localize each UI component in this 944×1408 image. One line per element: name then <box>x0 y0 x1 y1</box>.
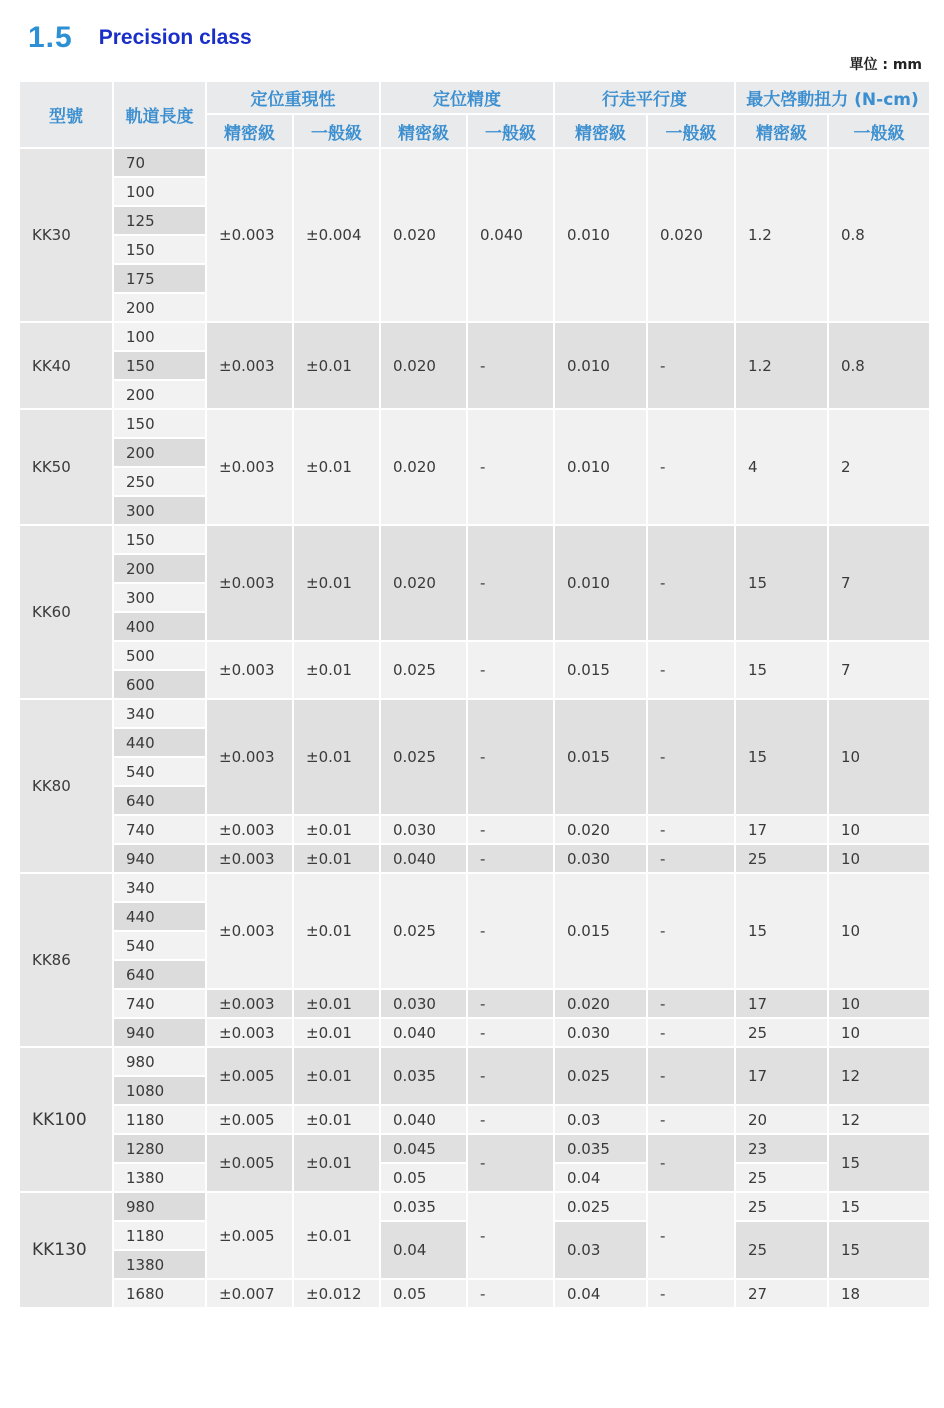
length-cell: 150 <box>114 236 207 265</box>
value-cell: 0.04 <box>555 1164 648 1193</box>
length-cell: 400 <box>114 613 207 642</box>
table-row <box>20 410 931 439</box>
value-cell: 15 <box>736 642 829 700</box>
subheader-normal: 一般級 <box>468 115 555 149</box>
table-row <box>20 874 931 903</box>
length-cell: 980 <box>114 1193 207 1222</box>
table-row <box>20 149 931 178</box>
value-cell: 4 <box>736 410 829 526</box>
value-cell: 0.045 <box>381 1135 468 1164</box>
value-cell: ±0.003 <box>207 642 294 700</box>
value-cell: 0.04 <box>381 1222 468 1280</box>
length-cell: 440 <box>114 903 207 932</box>
value-cell: 0.020 <box>381 410 468 526</box>
value-cell: - <box>468 1135 555 1193</box>
value-cell: ±0.003 <box>207 410 294 526</box>
value-cell: ±0.01 <box>294 1135 381 1193</box>
value-cell: 0.030 <box>555 845 648 874</box>
value-cell: ±0.01 <box>294 816 381 845</box>
model-cell: KK40 <box>20 323 114 410</box>
model-cell: KK100 <box>20 1048 114 1193</box>
length-cell: 980 <box>114 1048 207 1077</box>
value-cell: - <box>648 1019 736 1048</box>
value-cell: - <box>468 1280 555 1309</box>
length-cell: 500 <box>114 642 207 671</box>
value-cell: ±0.01 <box>294 526 381 642</box>
length-cell: 600 <box>114 671 207 700</box>
value-cell: ±0.01 <box>294 642 381 700</box>
value-cell: - <box>468 1048 555 1106</box>
value-cell: ±0.003 <box>207 700 294 816</box>
length-cell: 100 <box>114 323 207 352</box>
value-cell: 12 <box>829 1048 931 1106</box>
section-heading <box>28 20 252 56</box>
value-cell: 1.2 <box>736 323 829 410</box>
value-cell: 0.030 <box>381 990 468 1019</box>
value-cell: 25 <box>736 1019 829 1048</box>
value-cell: 27 <box>736 1280 829 1309</box>
value-cell: ±0.012 <box>294 1280 381 1309</box>
value-cell: 15 <box>736 700 829 816</box>
value-cell: - <box>648 700 736 816</box>
value-cell: 10 <box>829 845 931 874</box>
value-cell: ±0.004 <box>294 149 381 323</box>
value-cell: - <box>468 700 555 816</box>
value-cell: 15 <box>736 874 829 990</box>
table-row <box>20 1106 931 1135</box>
value-cell: 12 <box>829 1106 931 1135</box>
value-cell: 0.035 <box>555 1135 648 1164</box>
length-cell: 340 <box>114 874 207 903</box>
length-cell: 200 <box>114 439 207 468</box>
value-cell: 10 <box>829 1019 931 1048</box>
value-cell: - <box>648 845 736 874</box>
value-cell: 0.025 <box>381 700 468 816</box>
header-accuracy: 定位精度 <box>381 82 555 115</box>
value-cell: 23 <box>736 1135 829 1164</box>
value-cell: 2 <box>829 410 931 526</box>
value-cell: - <box>468 642 555 700</box>
value-cell: 0.040 <box>381 1106 468 1135</box>
value-cell: 0.04 <box>555 1280 648 1309</box>
value-cell: - <box>648 1048 736 1106</box>
value-cell: 15 <box>829 1135 931 1193</box>
value-cell: 17 <box>736 990 829 1019</box>
header-torque: 最大啓動扭力 (N-cm) <box>736 82 931 115</box>
section-title: Precision class <box>98 26 252 49</box>
value-cell: ±0.005 <box>207 1048 294 1106</box>
value-cell: 0.8 <box>829 149 931 323</box>
value-cell: ±0.003 <box>207 874 294 990</box>
value-cell: 0.010 <box>555 149 648 323</box>
table-row <box>20 700 931 729</box>
value-cell: 0.010 <box>555 526 648 642</box>
model-cell: KK80 <box>20 700 114 874</box>
length-cell: 300 <box>114 584 207 613</box>
length-cell: 640 <box>114 787 207 816</box>
model-cell: KK30 <box>20 149 114 323</box>
value-cell: - <box>468 990 555 1019</box>
value-cell: - <box>468 526 555 642</box>
value-cell: 0.015 <box>555 874 648 990</box>
value-cell: 0.025 <box>381 874 468 990</box>
length-cell: 1280 <box>114 1135 207 1164</box>
value-cell: - <box>468 1193 555 1280</box>
value-cell: 15 <box>829 1222 931 1280</box>
value-cell: ±0.01 <box>294 700 381 816</box>
value-cell: 1.2 <box>736 149 829 323</box>
value-cell: 0.040 <box>468 149 555 323</box>
length-cell: 440 <box>114 729 207 758</box>
value-cell: - <box>468 845 555 874</box>
length-cell: 540 <box>114 932 207 961</box>
value-cell: ±0.01 <box>294 410 381 526</box>
length-cell: 1180 <box>114 1106 207 1135</box>
length-cell: 1080 <box>114 1077 207 1106</box>
length-cell: 640 <box>114 961 207 990</box>
value-cell: 0.020 <box>381 526 468 642</box>
value-cell: - <box>648 323 736 410</box>
table-row <box>20 845 931 874</box>
subheader-precision: 精密級 <box>555 115 648 149</box>
header-model: 型號 <box>20 82 114 149</box>
length-cell: 1180 <box>114 1222 207 1251</box>
value-cell: - <box>648 1193 736 1280</box>
length-cell: 740 <box>114 990 207 1019</box>
length-cell: 150 <box>114 352 207 381</box>
value-cell: - <box>648 642 736 700</box>
value-cell: ±0.01 <box>294 1019 381 1048</box>
value-cell: ±0.005 <box>207 1106 294 1135</box>
value-cell: ±0.005 <box>207 1135 294 1193</box>
value-cell: - <box>648 1280 736 1309</box>
value-cell: 0.010 <box>555 323 648 410</box>
value-cell: ±0.003 <box>207 1019 294 1048</box>
value-cell: 17 <box>736 1048 829 1106</box>
value-cell: 25 <box>736 1193 829 1222</box>
length-cell: 175 <box>114 265 207 294</box>
value-cell: 0.030 <box>555 1019 648 1048</box>
table-row <box>20 526 931 555</box>
value-cell: 10 <box>829 990 931 1019</box>
value-cell: 0.020 <box>381 149 468 323</box>
subheader-normal: 一般級 <box>648 115 736 149</box>
value-cell: 20 <box>736 1106 829 1135</box>
length-cell: 100 <box>114 178 207 207</box>
value-cell: 0.020 <box>648 149 736 323</box>
value-cell: - <box>648 874 736 990</box>
length-cell: 1380 <box>114 1164 207 1193</box>
value-cell: ±0.003 <box>207 323 294 410</box>
length-cell: 1380 <box>114 1251 207 1280</box>
value-cell: 10 <box>829 816 931 845</box>
model-cell: KK130 <box>20 1193 114 1309</box>
value-cell: 0.010 <box>555 410 648 526</box>
value-cell: 0.030 <box>381 816 468 845</box>
value-cell: 0.015 <box>555 642 648 700</box>
value-cell: 15 <box>829 1193 931 1222</box>
length-cell: 250 <box>114 468 207 497</box>
value-cell: 18 <box>829 1280 931 1309</box>
value-cell: 25 <box>736 1164 829 1193</box>
value-cell: 0.015 <box>555 700 648 816</box>
length-cell: 150 <box>114 410 207 439</box>
value-cell: - <box>648 1135 736 1193</box>
subheader-precision: 精密級 <box>736 115 829 149</box>
length-cell: 940 <box>114 845 207 874</box>
table-row <box>20 1135 931 1164</box>
section-number: 1.5 <box>28 21 73 54</box>
value-cell: - <box>468 874 555 990</box>
table-row <box>20 323 931 352</box>
value-cell: 7 <box>829 526 931 642</box>
length-cell: 150 <box>114 526 207 555</box>
model-cell: KK50 <box>20 410 114 526</box>
value-cell: - <box>648 990 736 1019</box>
value-cell: 0.040 <box>381 845 468 874</box>
precision-table <box>20 82 931 1309</box>
value-cell: 0.025 <box>555 1193 648 1222</box>
value-cell: 0.03 <box>555 1106 648 1135</box>
value-cell: - <box>468 410 555 526</box>
value-cell: ±0.01 <box>294 845 381 874</box>
value-cell: 25 <box>736 845 829 874</box>
value-cell: ±0.005 <box>207 1193 294 1280</box>
length-cell: 200 <box>114 381 207 410</box>
table-row <box>20 1193 931 1222</box>
header-repeatability: 定位重現性 <box>207 82 381 115</box>
length-cell: 1680 <box>114 1280 207 1309</box>
value-cell: - <box>648 816 736 845</box>
value-cell: ±0.01 <box>294 874 381 990</box>
length-cell: 70 <box>114 149 207 178</box>
table-row <box>20 990 931 1019</box>
length-cell: 340 <box>114 700 207 729</box>
value-cell: 0.05 <box>381 1280 468 1309</box>
value-cell: 0.05 <box>381 1164 468 1193</box>
value-cell: - <box>468 816 555 845</box>
value-cell: ±0.01 <box>294 1106 381 1135</box>
table-row <box>20 1280 931 1309</box>
value-cell: 17 <box>736 816 829 845</box>
value-cell: 0.025 <box>555 1048 648 1106</box>
value-cell: ±0.01 <box>294 323 381 410</box>
table-row <box>20 816 931 845</box>
value-cell: 0.040 <box>381 1019 468 1048</box>
value-cell: - <box>468 323 555 410</box>
value-cell: ±0.01 <box>294 1193 381 1280</box>
length-cell: 940 <box>114 1019 207 1048</box>
value-cell: 0.03 <box>555 1222 648 1280</box>
value-cell: 0.020 <box>381 323 468 410</box>
length-cell: 200 <box>114 294 207 323</box>
length-cell: 740 <box>114 816 207 845</box>
value-cell: 0.020 <box>555 990 648 1019</box>
table-row <box>20 1019 931 1048</box>
value-cell: - <box>648 410 736 526</box>
value-cell: ±0.007 <box>207 1280 294 1309</box>
value-cell: 10 <box>829 700 931 816</box>
value-cell: 0.035 <box>381 1193 468 1222</box>
value-cell: 0.020 <box>555 816 648 845</box>
value-cell: - <box>648 526 736 642</box>
value-cell: ±0.01 <box>294 990 381 1019</box>
value-cell: 0.025 <box>381 642 468 700</box>
value-cell: ±0.003 <box>207 990 294 1019</box>
table-row <box>20 1048 931 1077</box>
value-cell: 15 <box>736 526 829 642</box>
header-parallelism: 行走平行度 <box>555 82 736 115</box>
value-cell: ±0.003 <box>207 526 294 642</box>
length-cell: 200 <box>114 555 207 584</box>
value-cell: - <box>468 1106 555 1135</box>
model-cell: KK60 <box>20 526 114 700</box>
length-cell: 540 <box>114 758 207 787</box>
subheader-precision: 精密級 <box>207 115 294 149</box>
length-cell: 125 <box>114 207 207 236</box>
value-cell: 0.035 <box>381 1048 468 1106</box>
value-cell: - <box>648 1106 736 1135</box>
table-row <box>20 642 931 671</box>
subheader-normal: 一般級 <box>829 115 931 149</box>
value-cell: 25 <box>736 1222 829 1280</box>
value-cell: ±0.01 <box>294 1048 381 1106</box>
model-cell: KK86 <box>20 874 114 1048</box>
value-cell: 7 <box>829 642 931 700</box>
subheader-precision: 精密級 <box>381 115 468 149</box>
value-cell: - <box>468 1019 555 1048</box>
value-cell: ±0.003 <box>207 149 294 323</box>
subheader-normal: 一般級 <box>294 115 381 149</box>
value-cell: ±0.003 <box>207 845 294 874</box>
value-cell: 0.8 <box>829 323 931 410</box>
length-cell: 300 <box>114 497 207 526</box>
value-cell: 10 <box>829 874 931 990</box>
value-cell: ±0.003 <box>207 816 294 845</box>
unit-label: 單位 : mm <box>849 57 922 73</box>
header-rail-length: 軌道長度 <box>114 82 207 149</box>
